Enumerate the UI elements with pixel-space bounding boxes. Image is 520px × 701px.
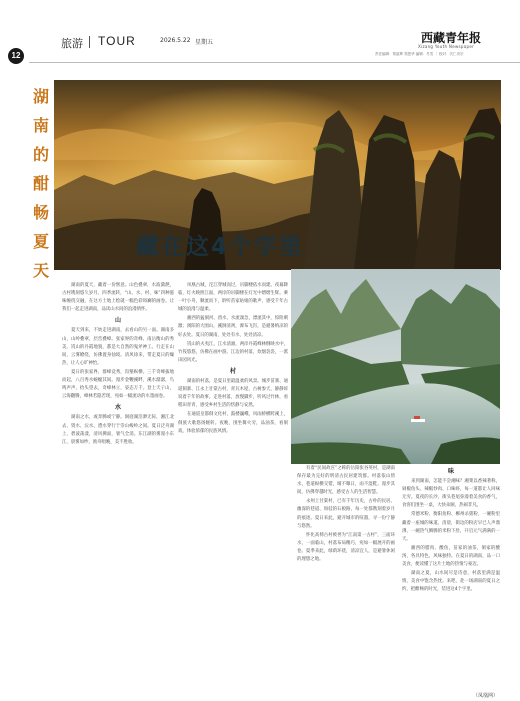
issue-date: 2026.5.22: [160, 37, 191, 44]
page-header: [0, 0, 520, 68]
paragraph: 常德米粉、衡阳鱼粉、郴州杀猪粉，一碗粉里藏着一座城的味道。清晨，街边的粉店早已人声鼎沸，一碗热气腾腾的米粉下肚，开启元气满满的一天。: [402, 512, 500, 542]
subhead-flavor: 味: [447, 468, 454, 475]
page-number: 12: [8, 48, 24, 64]
section-divider: [89, 36, 90, 48]
article-source: （凤凰网）: [472, 693, 498, 699]
subhead-water: 水: [114, 404, 121, 412]
vertical-headline-char: 酣: [32, 174, 49, 193]
newspaper-name: 西藏青年报: [421, 31, 482, 45]
article-column-3: [297, 465, 395, 565]
issue-weekday: 星期五: [195, 39, 214, 46]
vertical-headline-char: 的: [32, 145, 49, 164]
article-intro: 湖南的夏天，藏着一份惬意。山色叠翠，水波潋滟，古村镌刻悠久岁月，四季流转，“山、水、村、味”四种滋味缠绕交融，在这方土地上绘就一幅色彩斑斓的画卷。让我们一起走进湖南，品读山水间的浪漫情怀。: [62, 283, 174, 313]
article-column-4: [402, 465, 500, 595]
vertical-headline: [26, 82, 56, 285]
paragraph: 湖南之水，或奔腾或宁静。洞庭湖浩渺无际，湘江北去，资水、沅水、澧水穿行于崇山峻岭之间。夏日泛舟湖上，碧波荡漾，清风拂面，暑气全消。东江湖的雾漫小东江，晨雾如纱，渔舟唱晚，美不胜收。: [62, 415, 174, 445]
editor-credits: 责任编辑：郑祖辉 郑恩华 编辑：冬雪 ｜ 校对：次仁央宗: [375, 52, 464, 56]
vertical-headline-char: 南: [32, 116, 49, 135]
section-label: 旅游: [61, 37, 83, 50]
vertical-headline-char: 夏: [32, 232, 49, 251]
paragraph: 湘西的猛洞河、酉水，水流湍急，漂流其中，惊险刺激；浏阳的大围山，溪涧清冽，瀑布飞泻，是避暑纳凉的好去处。夏日的湖南，处处有水，处处清凉。: [178, 316, 288, 338]
paragraph: 有着“民间故宫”之称的岳阳张谷英村，是湖南保存最为完好的明清古民居建筑群。村落依山傍水，巷道纵横交错，晴不曝日，雨不湿鞋。漫步其间，仿佛穿越时光，感受古人的生活智慧。: [297, 466, 395, 496]
river-valley-image: [291, 269, 500, 464]
paragraph: 在通道皇都侗文化村，鼓楼巍峨，风雨桥横跨溪上，侗族大歌悠扬婉转。夜晚，围坐篝火旁，品油茶，看侗戏，体验浓郁的民族风情。: [178, 412, 288, 434]
river-valley-photo: [291, 269, 500, 464]
newspaper-subtitle: Xizang Youth Newspaper: [418, 44, 475, 49]
paragraph: 湖南的村落，是夏日里最温柔的风景。城步苗寨、通道侗寨、江永上甘棠古村，青瓦木屋，古树参天，静静诉说着千年的故事。走进村落，放慢脚步，听风过竹林，看稻田青青，感受乡村生活的恬静与安然。: [178, 379, 288, 409]
paragraph: 湖南之夏，山水间尽是诗意，村落里满是温情，美食中饱含热忱。来吧，赴一场湖南的夏日之约，把酣畅的时光，装进这4个字里。: [402, 571, 500, 593]
paragraph: 凤凰古城，沱江穿城而过，吊脚楼依水而建。夜幕降临，灯火映照江面，两岸的吊脚楼在灯光中熠熠生辉。乘一叶小舟，顺流而下，聆听苗家姑娘的歌声，感受千年古城的浪漫与温柔。: [178, 283, 288, 313]
section-label-en: TOUR: [98, 34, 136, 48]
vertical-headline-char: 畅: [32, 203, 49, 222]
subhead-mountain: 山: [114, 317, 121, 325]
vertical-headline-char: 湖: [32, 87, 49, 106]
article-title: 藏在这4个字里: [136, 234, 305, 260]
paragraph: 夏天到来，不妨走进湖南，去看山的另一面。湖南多山，山岭叠翠，层峦叠嶂。张家界的奇峰、南岳衡山的秀美、崀山的丹霞地貌，都是大自然的鬼斧神工。行走在山间，云雾缭绕，仿佛置身仙境。清风徐来，带走夏日的燥热，让人心旷神怡。: [62, 328, 174, 366]
header-rule: [29, 62, 520, 63]
subhead-village: 村: [229, 367, 236, 375]
paragraph: 夏日的张家界，群峰竞秀，沟壑纵横。三千奇峰拔地而起，八百秀水蜿蜒其间。漫步金鞭溪畔，溪水潺潺，鸟鸣声声，抬头望去，奇峰林立，姿态万千。登上天子山，云海翻腾，峰林若隐若现，宛如一幅流动的水墨画卷。: [62, 369, 174, 400]
paragraph: 来到湖南，怎能不尝湘味？湘菜以香辣著称，剁椒鱼头、辣椒炒肉、口味虾，每一道都让人回味无穷。夏夜的长沙，街头巷尾弥漫着美食的香气，食客们围坐一桌，大快朵颐，热闹非凡。: [402, 479, 500, 509]
paragraph: 永州上甘棠村，已有千年历史，古朴的民居、幽深的巷道、斑驳的石板路，每一处都镌刻着岁月的痕迹。夏日来此，避开城市的喧嚣，寻一份宁静与悠然。: [297, 499, 395, 529]
vertical-headline-char: 天: [32, 261, 49, 280]
paragraph: 湘西的腊肉、酸鱼，苗家的油茶，侗家的酸汤，各具特色，风味独特。在夏日的湖南，品一口美食，便读懂了这片土地的热情与豪迈。: [402, 545, 500, 568]
paragraph: 崀山的夫夷江，江水清澈，两岸丹霞峰林倒映水中，竹筏悠悠，仿佛在画中游。江边的村落，炊烟袅袅，一派田园风光。: [178, 341, 288, 363]
article-column-2: [178, 282, 288, 437]
paragraph: 怀化高椅古村被誉为“江南第一古村”，三面环水，一面临山，村落布局精巧，宛如一幅展开的画卷。夏季来此，绿荫环绕，清凉宜人，是避暑休闲的理想之地。: [297, 532, 395, 563]
article-column-1: [62, 282, 174, 448]
